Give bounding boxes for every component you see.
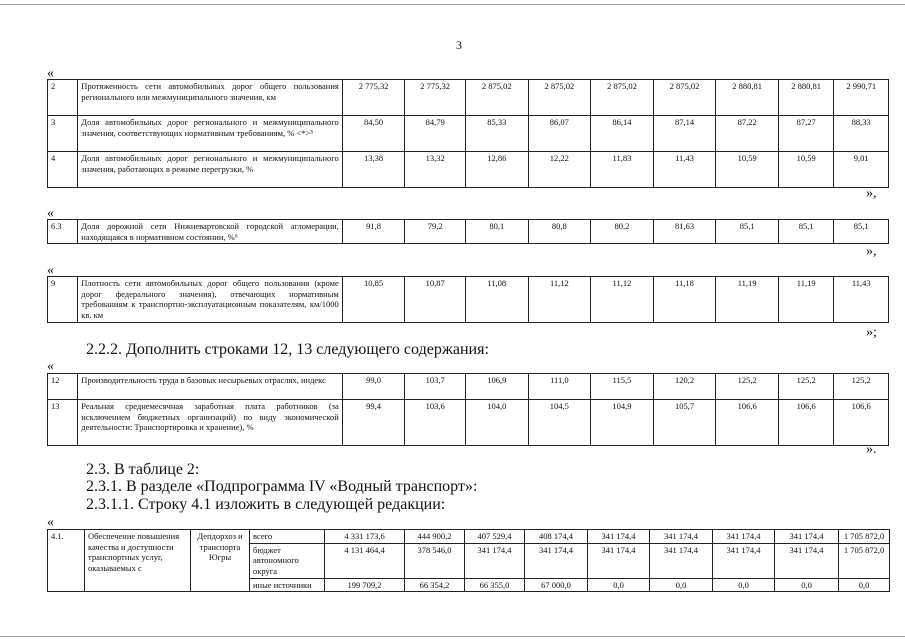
value-cell: 12,22 xyxy=(528,152,591,188)
open-quote-c: « xyxy=(47,263,54,278)
value-cell: 11,12 xyxy=(528,277,591,323)
value-cell: 106,6 xyxy=(834,400,889,446)
value-cell: 0,0 xyxy=(839,578,890,592)
value-cell: 199 709,2 xyxy=(325,578,405,592)
value-cell: 408 174,4 xyxy=(525,530,588,544)
table-row xyxy=(48,220,889,244)
value-cell: 1 705 872,0 xyxy=(839,530,890,544)
table-b xyxy=(47,219,889,244)
value-cell: 2 880,81 xyxy=(778,80,834,116)
value-cell: 341 174,4 xyxy=(588,543,650,578)
row-number-cell: 13 xyxy=(48,400,78,446)
close-quote-c: »; xyxy=(866,325,877,340)
value-cell: 103,6 xyxy=(405,400,466,446)
row-number-cell: 4 xyxy=(48,152,78,188)
value-cell: 80,1 xyxy=(465,220,528,244)
row-number-cell: 6.3 xyxy=(48,220,78,244)
table-row xyxy=(48,277,889,323)
value-cell: 2 990,71 xyxy=(834,80,889,116)
indicator-name-cell: Плотность сети автомобильных дорог общего пользования (кроме дорог федерального значения), отвечающих нормативным требованиям к транспортно-эксплуатационным показателям, км/1000 кв. км xyxy=(78,277,343,323)
value-cell: 11,43 xyxy=(834,277,889,323)
row-number-cell: 3 xyxy=(48,116,78,152)
heading-2-2-2: 2.2.2. Дополнить строками 12, 13 следующего содержания: xyxy=(86,341,489,358)
row-number-cell: 9 xyxy=(48,277,78,323)
open-quote-b: « xyxy=(47,206,54,221)
value-cell: 12,86 xyxy=(465,152,528,188)
value-cell: 81,63 xyxy=(653,220,716,244)
value-cell: 4 331 173,6 xyxy=(325,530,405,544)
close-quote-b: », xyxy=(866,244,877,259)
page-number: 3 xyxy=(456,38,462,52)
value-cell: 0,0 xyxy=(650,578,713,592)
value-cell: 4 131 464,4 xyxy=(325,543,405,578)
value-cell: 111,0 xyxy=(528,374,591,400)
value-cell: 341 174,4 xyxy=(713,543,775,578)
indicator-name-cell: Доля дорожной сети Нижневартовской городской агломерации, находящаяся в нормативном состоянии, %⁶ xyxy=(78,220,343,244)
close-quote-a: », xyxy=(866,186,877,201)
value-cell: 11,18 xyxy=(653,277,716,323)
indicator-name-cell: Производительность труда в базовых несырьевых отраслях, индекс xyxy=(78,374,343,400)
value-cell: 84,79 xyxy=(405,116,466,152)
value-cell: 87,22 xyxy=(716,116,779,152)
scan-bottom-edge xyxy=(0,636,905,637)
value-cell: 88,33 xyxy=(834,116,889,152)
heading-2-3: 2.3. В таблице 2: xyxy=(86,461,200,478)
value-cell: 104,5 xyxy=(528,400,591,446)
value-cell: 85,1 xyxy=(778,220,834,244)
value-cell: 85,1 xyxy=(716,220,779,244)
value-cell: 341 174,4 xyxy=(465,543,525,578)
value-cell: 11,12 xyxy=(591,277,654,323)
value-cell: 13,32 xyxy=(405,152,466,188)
table-a xyxy=(47,79,889,188)
table-c xyxy=(47,276,889,323)
source-cell: бюджет автономного округа xyxy=(250,543,325,578)
table-row xyxy=(48,152,889,188)
open-quote-a: « xyxy=(47,66,54,81)
value-cell: 341 174,4 xyxy=(650,530,713,544)
value-cell: 407 529,4 xyxy=(465,530,525,544)
row-number-cell: 12 xyxy=(48,374,78,400)
heading-2-3-1: 2.3.1. В разделе «Подпрограмма IV «Водный транспорт»: xyxy=(86,478,478,495)
table-row xyxy=(48,374,889,400)
value-cell: 85,33 xyxy=(465,116,528,152)
value-cell: 86,14 xyxy=(591,116,654,152)
table-row xyxy=(48,80,889,116)
value-cell: 67 000,0 xyxy=(525,578,588,592)
value-cell: 2 775,32 xyxy=(342,80,405,116)
event-description-cell: Обеспечение повышения качества и доступности транспортных услуг, оказываемых с xyxy=(85,530,191,592)
value-cell: 341 174,4 xyxy=(775,543,839,578)
value-cell: 0,0 xyxy=(713,578,775,592)
table-row xyxy=(48,530,890,544)
value-cell: 120,2 xyxy=(653,374,716,400)
value-cell: 444 900,2 xyxy=(405,530,465,544)
value-cell: 105,7 xyxy=(653,400,716,446)
value-cell: 106,6 xyxy=(716,400,779,446)
value-cell: 341 174,4 xyxy=(650,543,713,578)
value-cell: 66 354,2 xyxy=(405,578,465,592)
row-number-cell: 4.1. xyxy=(48,530,85,592)
value-cell: 10,87 xyxy=(405,277,466,323)
value-cell: 2 875,02 xyxy=(528,80,591,116)
value-cell: 10,59 xyxy=(778,152,834,188)
indicator-name-cell: Доля автомобильных дорог регионального и межмуниципального значения, соответствующих нормативным требованиям, % <*>³ xyxy=(78,116,343,152)
open-quote-e: « xyxy=(47,515,54,530)
value-cell: 79,2 xyxy=(405,220,466,244)
value-cell: 378 546,0 xyxy=(405,543,465,578)
value-cell: 11,08 xyxy=(465,277,528,323)
value-cell: 86,07 xyxy=(528,116,591,152)
value-cell: 10,85 xyxy=(342,277,405,323)
value-cell: 11,83 xyxy=(591,152,654,188)
value-cell: 87,27 xyxy=(778,116,834,152)
value-cell: 2 775,32 xyxy=(405,80,466,116)
value-cell: 341 174,4 xyxy=(775,530,839,544)
table-d xyxy=(47,373,889,446)
value-cell: 2 880,81 xyxy=(716,80,779,116)
value-cell: 341 174,4 xyxy=(713,530,775,544)
value-cell: 80,2 xyxy=(591,220,654,244)
scan-top-edge xyxy=(0,4,905,5)
close-quote-d: ». xyxy=(866,442,877,457)
value-cell: 103,7 xyxy=(405,374,466,400)
value-cell: 115,5 xyxy=(591,374,654,400)
indicator-name-cell: Протяженность сети автомобильных дорог общего пользования регионального или межмуниципального значения, км xyxy=(78,80,343,116)
row-number-cell: 2 xyxy=(48,80,78,116)
value-cell: 1 705 872,0 xyxy=(839,543,890,578)
value-cell: 2 875,02 xyxy=(465,80,528,116)
value-cell: 104,0 xyxy=(465,400,528,446)
heading-2-3-1-1: 2.3.1.1. Строку 4.1 изложить в следующей редакции: xyxy=(86,496,446,513)
indicator-name-cell: Доля автомобильных дорог регионального и межмуниципального значения, работающих в режиме перегрузки, % xyxy=(78,152,343,188)
value-cell: 104,9 xyxy=(591,400,654,446)
value-cell: 2 875,02 xyxy=(591,80,654,116)
value-cell: 106,9 xyxy=(465,374,528,400)
value-cell: 66 355,0 xyxy=(465,578,525,592)
value-cell: 99,4 xyxy=(342,400,405,446)
indicator-name-cell: Реальная среднемесячная заработная плата работников (за исключением бюджетных организаций) по виду экономической деятельности: Транспортировка и хранение), % xyxy=(78,400,343,446)
source-cell: иные источники xyxy=(250,578,325,592)
value-cell: 341 174,4 xyxy=(588,530,650,544)
value-cell: 87,14 xyxy=(653,116,716,152)
value-cell: 106,6 xyxy=(778,400,834,446)
value-cell: 9,01 xyxy=(834,152,889,188)
source-cell: всего xyxy=(250,530,325,544)
value-cell: 85,1 xyxy=(834,220,889,244)
table-e xyxy=(47,529,890,592)
value-cell: 2 875,02 xyxy=(653,80,716,116)
value-cell: 80,8 xyxy=(528,220,591,244)
value-cell: 10,59 xyxy=(716,152,779,188)
value-cell: 84,50 xyxy=(342,116,405,152)
value-cell: 0,0 xyxy=(588,578,650,592)
value-cell: 341 174,4 xyxy=(525,543,588,578)
value-cell: 11,19 xyxy=(778,277,834,323)
value-cell: 11,43 xyxy=(653,152,716,188)
value-cell: 99,0 xyxy=(342,374,405,400)
executor-cell: Депдорхоз и транспорта Югры xyxy=(191,530,250,592)
value-cell: 91,8 xyxy=(342,220,405,244)
open-quote-d: « xyxy=(47,359,54,374)
value-cell: 0,0 xyxy=(775,578,839,592)
value-cell: 125,2 xyxy=(716,374,779,400)
value-cell: 13,38 xyxy=(342,152,405,188)
value-cell: 11,19 xyxy=(716,277,779,323)
table-row xyxy=(48,116,889,152)
table-row xyxy=(48,400,889,446)
value-cell: 125,2 xyxy=(834,374,889,400)
value-cell: 125,2 xyxy=(778,374,834,400)
